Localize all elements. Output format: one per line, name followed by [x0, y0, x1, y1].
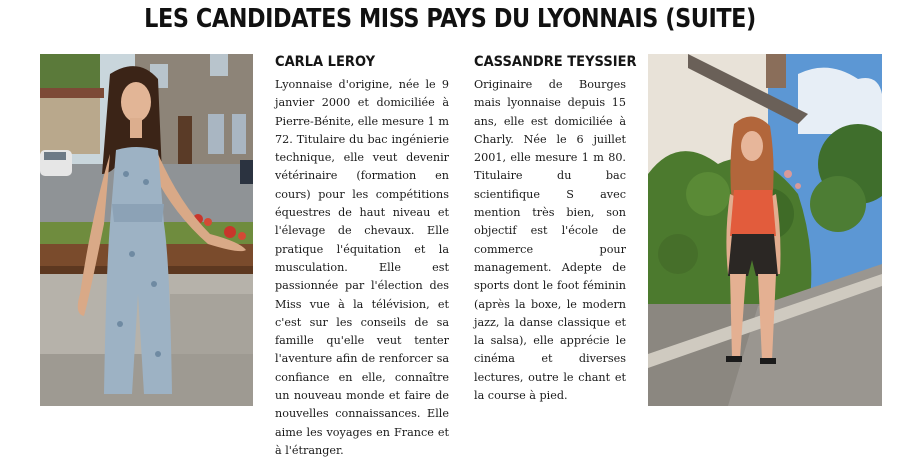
page-title: LES CANDIDATES MISS PAYS DU LYONNAIS (SUITE) — [144, 4, 756, 34]
candidate-name: CASSANDRE TEYSSIER — [474, 54, 637, 70]
candidate-photo-left — [40, 54, 253, 406]
candidate-photo-right — [648, 54, 882, 406]
candidate-name: CARLA LEROY — [275, 54, 376, 70]
candidate-bio: Originaire de Bourges mais lyonnaise depuis 15 ans, elle est domiciliée à Charly. Née le 6 juillet 2001, elle mesure 1 m 80. Titulaire du bac scientifique S avec mention très bien, son objectif est l'école de commerce pour management. Adepte de sports dont le foot féminin (après la boxe, le modern jazz, la danse classique et la salsa), elle apprécie le cinéma et diverses lectures, outre le chant et la course à pied. — [474, 78, 626, 403]
article-cassandre — [474, 54, 637, 405]
article-carla — [275, 54, 449, 460]
candidate-bio: Lyonnaise d'origine, née le 9 janvier 2000 et domiciliée à Pierre-Bénite, elle mesure 1 m 72. Titulaire du bac ingénierie technique, elle veut devenir vétérinaire (formation en cours) pour les compétitions équestres de haut niveau et l'élevage de chevaux. Elle pratique l'équitation et la musculation. Elle est passionnée par l'élection des Miss vue à la télévision, et c'est sur les conseils de sa famille qu'elle veut tenter l'aventure afin de renforcer sa confiance en elle, connaître un nouveau monde et faire de nouvelles connaissances. Elle aime les voyages en France et à l'étranger. — [275, 78, 449, 457]
